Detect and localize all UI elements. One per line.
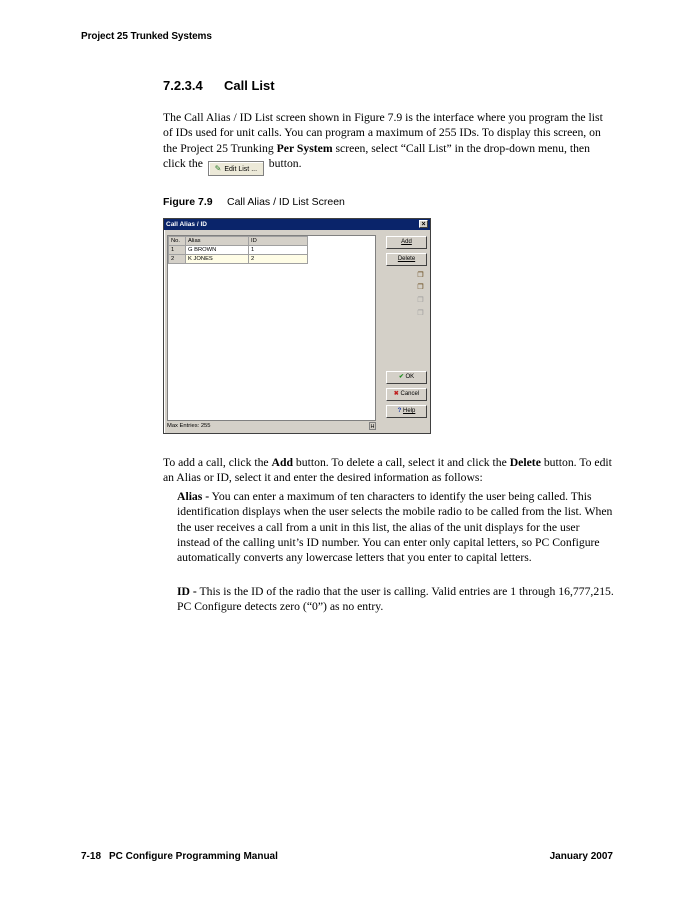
grid-header-row (169, 237, 308, 246)
figure-reference: Figure 7.9 (354, 111, 403, 124)
ok-button[interactable] (386, 371, 427, 384)
manual-title: PC Configure Programming Manual (109, 851, 278, 862)
intro-text-b: is the interface where you program the list of IDs used for unit calls. You can program a maximum of 255 IDs. To display this screen, on the Project 25 Trunking (163, 111, 603, 155)
alias-cell[interactable]: K JONES (186, 255, 249, 264)
section-title: Call List (224, 78, 275, 93)
pencil-icon: ✎ (214, 163, 222, 173)
intro-text-c: screen, select “Call List” in the drop-down menu, then click the (163, 141, 590, 170)
id-term: ID - (177, 585, 197, 598)
help-button[interactable] (386, 405, 427, 418)
edit-list-label: Edit List ... (224, 165, 258, 173)
intro-text-a: The Call Alias / ID List screen shown in (163, 111, 355, 124)
dialog-title: Call Alias / ID (166, 221, 207, 228)
add-button[interactable] (386, 236, 427, 249)
ok-label: OK (405, 374, 415, 380)
figure-caption (163, 196, 345, 208)
cancel-label: Cancel (400, 391, 420, 397)
delete-button[interactable] (386, 253, 427, 266)
figure-caption-text: Call Alias / ID List Screen (227, 196, 345, 208)
question-icon: ? (397, 408, 402, 414)
row-number: 2 (169, 255, 186, 264)
column-header-alias: Alias (186, 237, 249, 246)
alias-cell[interactable]: G BROWN (186, 246, 249, 255)
delete-label: Delete (397, 256, 416, 262)
id-text: This is the ID of the radio that the user is calling. Valid entries are 1 through 16,777,215. PC Configure detects zero (“0”) as no entry. (177, 585, 614, 614)
edit-list-button-image (208, 161, 264, 176)
row-number: 1 (169, 246, 186, 255)
delete-term: Delete (509, 456, 541, 469)
move-up-icon[interactable]: ❐ (417, 297, 424, 304)
status-bar-text: Max Entries: 255 (167, 423, 211, 429)
footer-left (81, 851, 278, 862)
intro-text-d: button. (265, 156, 302, 170)
add-label: Add (401, 239, 412, 245)
table-row[interactable] (169, 246, 308, 255)
checkmark-icon: ✔ (398, 374, 404, 380)
add-term: Add (271, 456, 293, 469)
per-system-term: Per System (276, 141, 333, 155)
dialog-titlebar (164, 219, 430, 230)
usage-text-c: button. To edit an Alias or ID, select it and enter the desired information as follows: (163, 456, 612, 485)
running-header: Project 25 Trunked Systems (81, 31, 212, 42)
cancel-button[interactable] (386, 388, 427, 401)
column-header-id: ID (249, 237, 308, 246)
section-heading (163, 78, 275, 93)
copy-icon[interactable]: ❐ (417, 272, 424, 279)
help-label: Help (403, 408, 416, 414)
id-definition (177, 584, 615, 615)
alias-definition (177, 489, 615, 565)
section-number: 7.2.3.4 (163, 78, 203, 93)
id-cell[interactable]: 1 (249, 246, 308, 255)
call-alias-dialog (163, 218, 431, 434)
alias-id-grid[interactable] (167, 235, 376, 421)
usage-paragraph (163, 455, 615, 486)
alias-text: You can enter a maximum of ten characters to identify the user being called. This identification displays when the user selects the mobile radio to be called from the list. When the user receives a call from a unit in this list, the alias of the unit displays for the user instead of the calling unit’s ID number. You can enter only capital letters, so PC Configure automatically converts any lowercase letters that you enter to capital letters. (177, 490, 613, 565)
usage-text-b: button. To delete a call, select it and click the (293, 456, 510, 469)
cancel-x-icon: ✖ (393, 391, 399, 397)
page-number: 7-18 (81, 851, 102, 862)
paste-icon[interactable]: ❐ (417, 284, 424, 291)
intro-paragraph (163, 110, 615, 176)
id-cell[interactable]: 2 (249, 255, 308, 264)
usage-text-a: To add a call, click the (163, 456, 272, 469)
alias-term: Alias - (177, 490, 210, 503)
move-down-icon[interactable]: ❐ (417, 310, 424, 317)
footer-date: January 2007 (549, 851, 613, 862)
close-icon[interactable]: × (419, 220, 428, 228)
status-flag: H (370, 424, 375, 430)
column-header-no: No. (169, 237, 186, 246)
table-row[interactable] (169, 255, 308, 264)
figure-label: Figure 7.9 (163, 196, 213, 208)
